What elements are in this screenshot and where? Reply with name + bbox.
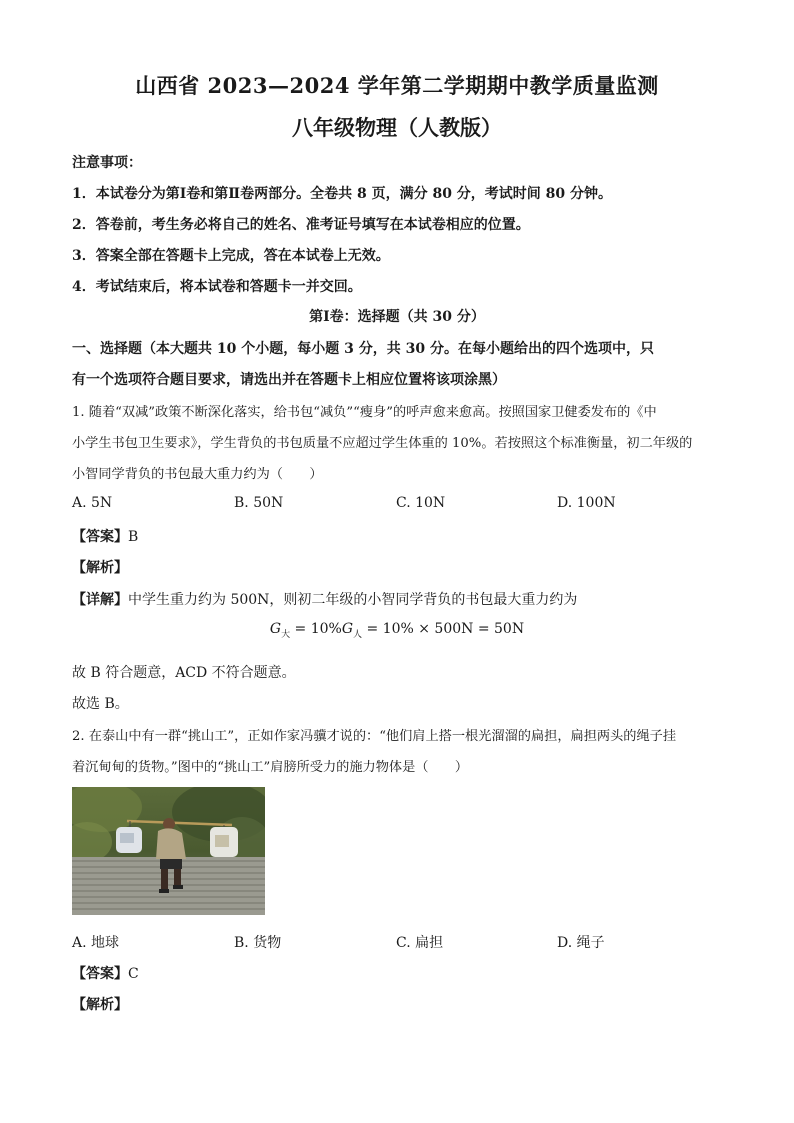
- answer-label: 【答案】: [72, 529, 128, 545]
- question-1-text: 小学生书包卫生要求》，学生背负的书包质量不应超过学生体重的 10%。若按照这个标准衡量，初二年级的: [72, 436, 693, 451]
- q1-option-d: D. 100N: [557, 495, 616, 511]
- formula-rest: = 10% × 500N = 50N: [362, 621, 525, 637]
- q1-detail: [72, 589, 577, 609]
- q2-analysis-label: 【解析】: [72, 997, 128, 1013]
- formula-mid: = 10%: [290, 621, 342, 637]
- question-2-text: 着沉甸甸的货物。”图中的“挑山工”肩膀所受力的施力物体是（ ）: [72, 760, 469, 775]
- q1-analysis-label: 【解析】: [72, 560, 128, 576]
- q1-option-c: C. 10N: [396, 495, 446, 511]
- q2-option-b: B. 货物: [234, 935, 282, 951]
- notes-heading: 注意事项：: [72, 155, 142, 171]
- answer-value: B: [128, 529, 139, 545]
- q2-option-a: A. 地球: [72, 935, 120, 951]
- note-item: 3．答案全部在答题卡上完成，答在本试卷上无效。: [72, 248, 390, 264]
- formula-sub2: 人: [353, 629, 363, 640]
- q1-conclusion: 故 B 符合题意，ACD 不符合题意。: [72, 665, 296, 681]
- section-instructions: 一、选择题（本大题共 10 个小题，每小题 3 分，共 30 分。在每小题给出的四个选项中，只: [72, 341, 654, 357]
- q1-option-a: A. 5N: [72, 495, 113, 511]
- page-title: 山西省 2023—2024 学年第二学期期中教学质量监测: [135, 73, 659, 98]
- note-item: 1．本试卷分为第Ⅰ卷和第Ⅱ卷两部分。全卷共 8 页，满分 80 分，考试时间 80 分钟。: [72, 186, 613, 202]
- section-instructions: 有一个选项符合题目要求，请选出并在答题卡上相应位置将该项涂黑）: [72, 372, 506, 388]
- answer-value: C: [128, 966, 139, 982]
- page-subtitle: 八年级物理（人教版）: [292, 115, 502, 140]
- porter-photo-illustration: [72, 787, 265, 915]
- q1-option-b: B. 50N: [234, 495, 284, 511]
- formula-g1: G: [269, 621, 282, 637]
- q2-option-d: D. 绳子: [557, 935, 605, 951]
- q1-formula: [0, 621, 794, 640]
- question-1-text: 1. 随着“双减”政策不断深化落实，给书包“减负”“瘦身”的呼声愈来愈高。按照国家卫健委发布的《中: [72, 405, 657, 420]
- q2-answer: [72, 963, 139, 983]
- formula-g2: G: [341, 621, 354, 637]
- porter-photo: [72, 787, 265, 915]
- answer-label: 【答案】: [72, 966, 128, 982]
- note-item: 2．答卷前，考生务必将自己的姓名、准考证号填写在本试卷相应的位置。: [72, 217, 530, 233]
- detail-label: 【详解】: [72, 592, 128, 608]
- question-1-text: 小智同学背负的书包最大重力约为（ ）: [72, 467, 323, 482]
- formula-sub1: 大: [281, 629, 291, 640]
- q2-option-c: C. 扁担: [396, 935, 444, 951]
- question-2-text: 2. 在泰山中有一群“挑山工”，正如作家冯骥才说的：“他们肩上搭一根光溜溜的扁担，扁担两头的绳子挂: [72, 729, 677, 744]
- detail-text: 中学生重力约为 500N，则初二年级的小智同学背负的书包最大重力约为: [128, 592, 578, 608]
- q1-final: 故选 B。: [72, 696, 129, 712]
- section-title: 第Ⅰ卷：选择题（共 30 分）: [309, 309, 485, 325]
- note-item: 4．考试结束后，将本试卷和答题卡一并交回。: [72, 279, 362, 295]
- q1-answer: [72, 526, 138, 546]
